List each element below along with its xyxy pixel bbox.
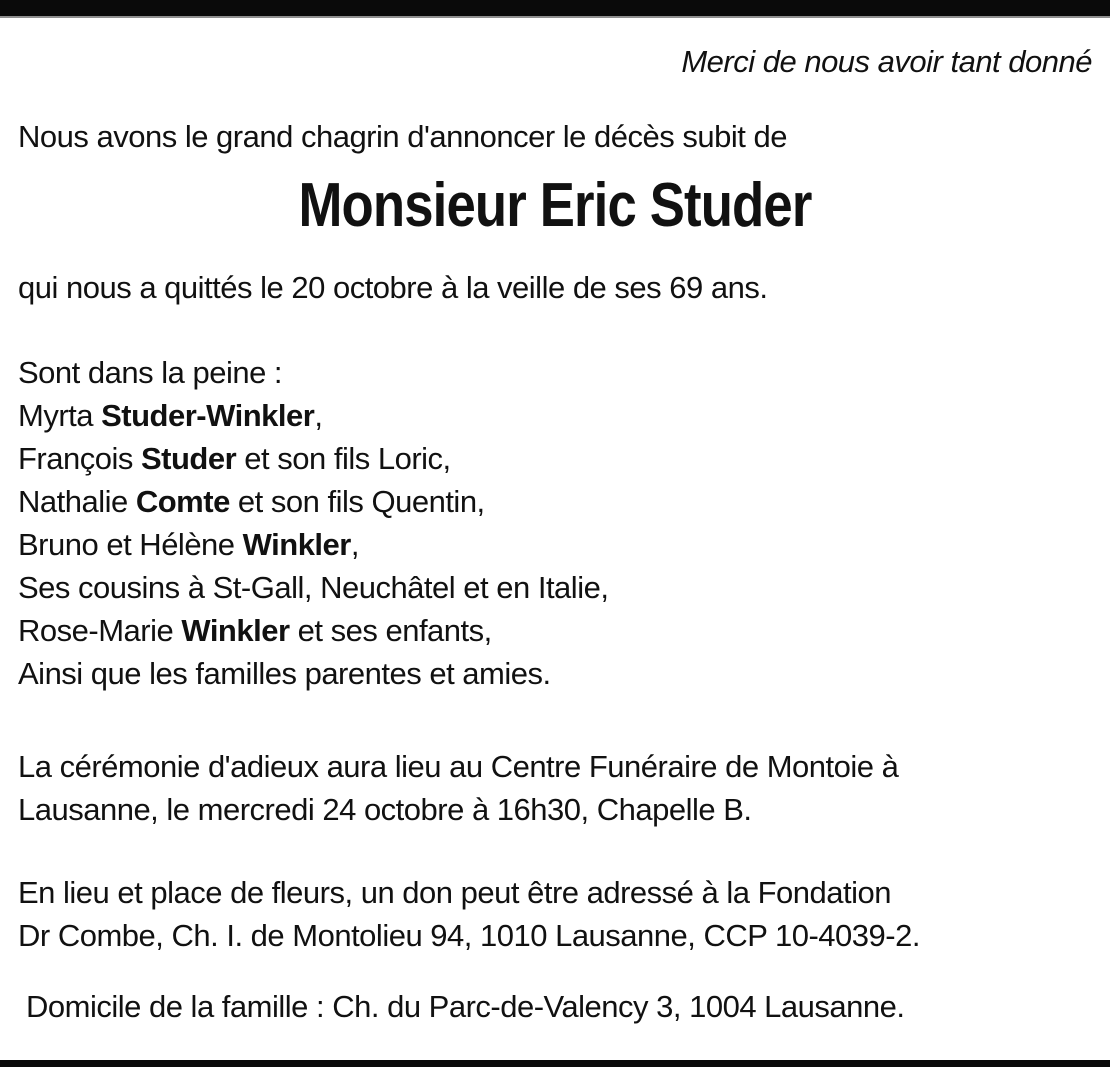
ceremony-line: La cérémonie d'adieux aura lieu au Centre Funéraire de Montoie à bbox=[18, 749, 899, 784]
mourners-heading: Sont dans la peine : bbox=[18, 355, 283, 390]
mourner-line bbox=[18, 523, 1092, 566]
obituary-content bbox=[0, 40, 1110, 1028]
mourner-surname-bold: Comte bbox=[135, 484, 230, 519]
mourner-text: et ses enfants, bbox=[289, 613, 492, 648]
mourner-line bbox=[18, 609, 1092, 652]
mourner-line bbox=[18, 652, 1092, 695]
mourner-text: et son fils Quentin, bbox=[229, 484, 485, 519]
mourner-text: Ainsi que les familles parentes et amies. bbox=[18, 656, 551, 691]
domicile-line: Domicile de la famille : Ch. du Parc-de-Valency 3, 1004 Lausanne. bbox=[26, 989, 905, 1024]
mourner-text: Myrta bbox=[18, 398, 102, 433]
death-date-line: qui nous a quittés le 20 octobre à la veille de ses 69 ans. bbox=[18, 270, 768, 305]
donation-line: En lieu et place de fleurs, un don peut être adressé à la Fondation bbox=[18, 875, 891, 910]
epigraph-line: Merci de nous avoir tant donné bbox=[681, 44, 1092, 79]
mourner-text: , bbox=[350, 527, 359, 562]
mourner-line bbox=[18, 566, 1092, 609]
donation-line: Dr Combe, Ch. I. de Montolieu 94, 1010 Lausanne, CCP 10-4039-2. bbox=[18, 918, 920, 953]
mourner-text: Nathalie bbox=[18, 484, 136, 519]
mourner-line bbox=[18, 394, 1092, 437]
ceremony-paragraph bbox=[18, 745, 1092, 831]
ceremony-line: Lausanne, le mercredi 24 octobre à 16h30, Chapelle B. bbox=[18, 792, 752, 827]
mourner-surname-bold: Studer bbox=[140, 441, 237, 476]
mourner-line bbox=[18, 480, 1092, 523]
mourner-text: Ses cousins à St-Gall, Neuchâtel et en Italie, bbox=[18, 570, 609, 605]
mourner-text: Bruno et Hélène bbox=[18, 527, 243, 562]
bottom-border-bar bbox=[0, 1060, 1110, 1067]
mourner-text: , bbox=[314, 398, 323, 433]
mourner-text: Rose-Marie bbox=[18, 613, 182, 648]
top-border-bar bbox=[0, 0, 1110, 18]
donation-paragraph bbox=[18, 871, 1092, 957]
mourner-surname-bold: Winkler bbox=[181, 613, 290, 648]
mourner-text: et son fils Loric, bbox=[236, 441, 451, 476]
mourners-list bbox=[18, 351, 1092, 695]
mourner-line bbox=[18, 437, 1092, 480]
mourner-surname-bold: Winkler bbox=[242, 527, 351, 562]
mourner-text: François bbox=[18, 441, 141, 476]
deceased-name: Monsieur Eric Studer bbox=[298, 171, 812, 240]
announcement-line: Nous avons le grand chagrin d'annoncer le décès subit de bbox=[18, 119, 787, 154]
mourner-surname-bold: Studer-Winkler bbox=[101, 398, 315, 433]
